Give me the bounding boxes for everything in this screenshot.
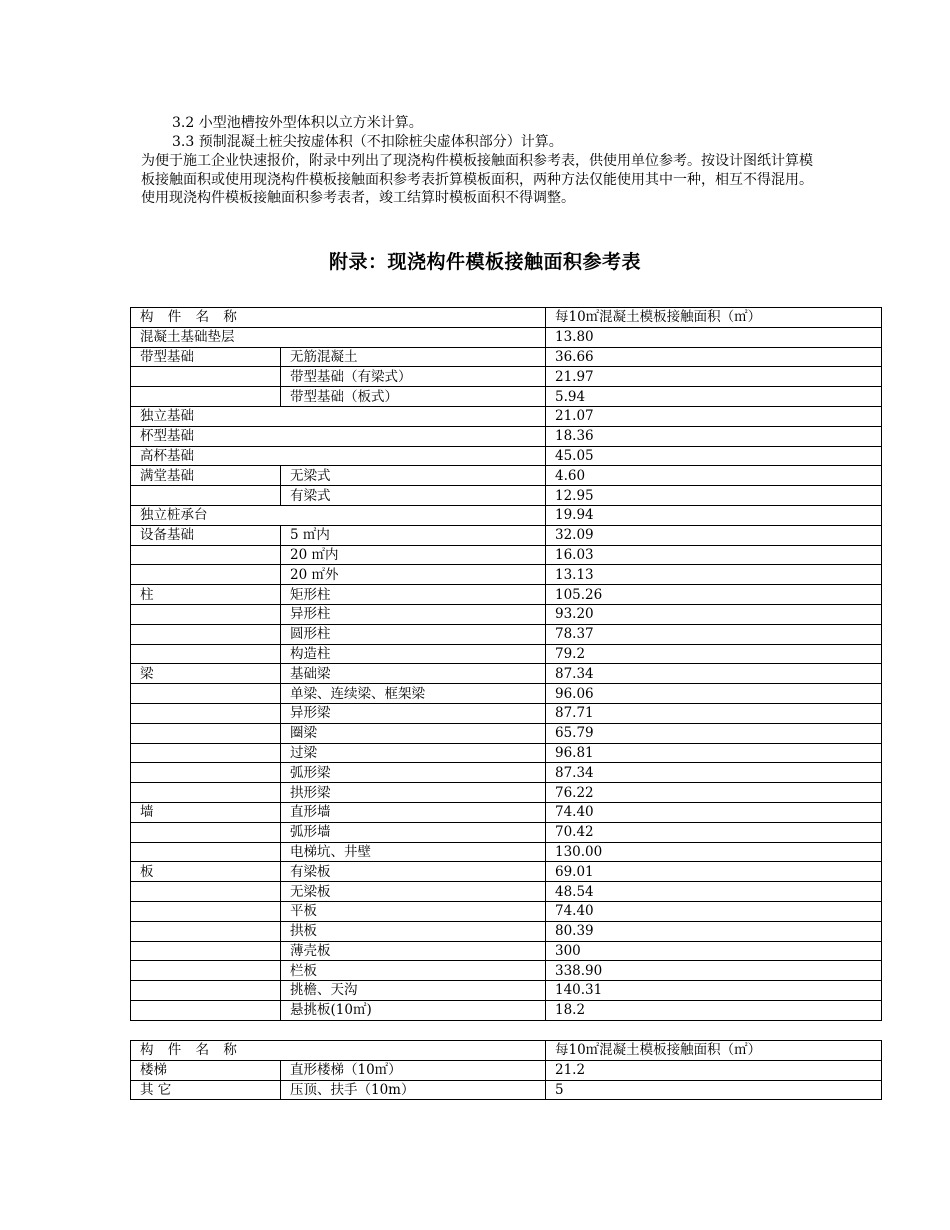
cell-subtype: 直形楼梯（10㎡） (281, 1060, 546, 1080)
cell-category (131, 1000, 281, 1020)
cell-contact-area: 5 (546, 1080, 882, 1100)
table-row (131, 446, 882, 466)
cell-subtype: 拱形梁 (281, 783, 546, 803)
cell-component: 独立基础 (131, 406, 546, 426)
table-row (131, 842, 882, 862)
cell-contact-area: 130.00 (546, 842, 882, 862)
table-header-row (131, 1041, 882, 1061)
cell-contact-area: 105.26 (546, 585, 882, 605)
table-row (131, 783, 882, 803)
table-row (131, 1000, 882, 1020)
cell-component: 混凝土基础垫层 (131, 327, 546, 347)
cell-category (131, 703, 281, 723)
table-row (131, 1060, 882, 1080)
cell-contact-area: 74.40 (546, 901, 882, 921)
paragraph-3-2: 3.2 小型池槽按外型体积以立方米计算。 (172, 115, 423, 131)
cell-contact-area: 69.01 (546, 862, 882, 882)
cell-contact-area: 5.94 (546, 387, 882, 407)
cell-category: 柱 (131, 585, 281, 605)
cell-subtype: 带型基础（有梁式） (281, 367, 546, 387)
cell-category (131, 822, 281, 842)
table-row (131, 387, 882, 407)
cell-subtype: 栏板 (281, 961, 546, 981)
header-component-name: 构 件 名 称 (131, 308, 546, 328)
table-row (131, 604, 882, 624)
table-row (131, 565, 882, 585)
cell-component: 高杯基础 (131, 446, 546, 466)
table-row (131, 703, 882, 723)
cell-contact-area: 87.71 (546, 703, 882, 723)
table-row (131, 981, 882, 1001)
cell-contact-area: 45.05 (546, 446, 882, 466)
table-row (131, 406, 882, 426)
cell-subtype: 异形柱 (281, 604, 546, 624)
cell-component: 杯型基础 (131, 426, 546, 446)
table-row (131, 921, 882, 941)
header-component-name: 构 件 名 称 (131, 1041, 546, 1061)
cell-contact-area: 21.07 (546, 406, 882, 426)
cell-subtype: 弧形墙 (281, 822, 546, 842)
cell-subtype: 5 ㎡内 (281, 525, 546, 545)
cell-contact-area: 48.54 (546, 882, 882, 902)
table-row (131, 901, 882, 921)
cell-subtype: 拱板 (281, 921, 546, 941)
cell-contact-area: 16.03 (546, 545, 882, 565)
cell-subtype: 有梁板 (281, 862, 546, 882)
cell-contact-area: 300 (546, 941, 882, 961)
table-row (131, 684, 882, 704)
table-row (131, 882, 882, 902)
cell-subtype: 挑檐、天沟 (281, 981, 546, 1001)
table-row (131, 1080, 882, 1100)
table-row (131, 664, 882, 684)
cell-category (131, 367, 281, 387)
cell-subtype: 薄壳板 (281, 941, 546, 961)
cell-category: 板 (131, 862, 281, 882)
cell-subtype: 基础梁 (281, 664, 546, 684)
table-row (131, 426, 882, 446)
table-row (131, 763, 882, 783)
cell-contact-area: 13.80 (546, 327, 882, 347)
table-row (131, 327, 882, 347)
cell-contact-area: 338.90 (546, 961, 882, 981)
table-row (131, 486, 882, 506)
cell-subtype: 带型基础（板式） (281, 387, 546, 407)
cell-category: 梁 (131, 664, 281, 684)
cell-contact-area: 12.95 (546, 486, 882, 506)
cell-category (131, 684, 281, 704)
cell-subtype: 圈梁 (281, 723, 546, 743)
cell-subtype: 构造柱 (281, 644, 546, 664)
cell-subtype: 20 ㎡外 (281, 565, 546, 585)
table-row (131, 723, 882, 743)
cell-contact-area: 32.09 (546, 525, 882, 545)
cell-category (131, 387, 281, 407)
cell-subtype: 弧形梁 (281, 763, 546, 783)
cell-category (131, 783, 281, 803)
table-row (131, 585, 882, 605)
cell-subtype: 悬挑板(10㎡) (281, 1000, 546, 1020)
table-row (131, 466, 882, 486)
table-row (131, 505, 882, 525)
cell-category (131, 901, 281, 921)
table-row (131, 367, 882, 387)
cell-subtype: 圆形柱 (281, 624, 546, 644)
cell-contact-area: 78.37 (546, 624, 882, 644)
cell-category: 楼梯 (131, 1060, 281, 1080)
table-header-row (131, 308, 882, 328)
cell-contact-area: 79.2 (546, 644, 882, 664)
cell-category (131, 921, 281, 941)
cell-category (131, 981, 281, 1001)
appendix-title: 附录：现浇构件模板接触面积参考表 (328, 251, 641, 273)
cell-subtype: 无梁板 (281, 882, 546, 902)
table-row (131, 802, 882, 822)
formwork-table-body (131, 308, 882, 1021)
cell-contact-area: 4.60 (546, 466, 882, 486)
cell-category (131, 763, 281, 783)
formwork-reference-table (130, 307, 882, 1021)
cell-subtype: 无筋混凝土 (281, 347, 546, 367)
cell-category (131, 723, 281, 743)
cell-subtype: 平板 (281, 901, 546, 921)
table-row (131, 961, 882, 981)
cell-subtype: 单梁、连续梁、框架梁 (281, 684, 546, 704)
cell-contact-area: 76.22 (546, 783, 882, 803)
cell-contact-area: 93.20 (546, 604, 882, 624)
cell-component: 独立桩承台 (131, 505, 546, 525)
table-row (131, 862, 882, 882)
cell-category (131, 941, 281, 961)
cell-category (131, 842, 281, 862)
cell-contact-area: 140.31 (546, 981, 882, 1001)
cell-contact-area: 80.39 (546, 921, 882, 941)
cell-contact-area: 19.94 (546, 505, 882, 525)
table-row (131, 347, 882, 367)
cell-contact-area: 13.13 (546, 565, 882, 585)
header-contact-area: 每10㎡混凝土模板接触面积（㎡） (546, 308, 882, 328)
cell-contact-area: 70.42 (546, 822, 882, 842)
cell-subtype: 电梯坑、井壁 (281, 842, 546, 862)
cell-category (131, 743, 281, 763)
table-row (131, 545, 882, 565)
cell-contact-area: 18.36 (546, 426, 882, 446)
cell-category (131, 604, 281, 624)
cell-category (131, 882, 281, 902)
table-row (131, 525, 882, 545)
cell-category: 墙 (131, 802, 281, 822)
cell-subtype: 过梁 (281, 743, 546, 763)
table-row (131, 822, 882, 842)
paragraph-note: 为便于施工企业快速报价，附录中列出了现浇构件模板接触面积参考表，供使用单位参考。按设计图纸计算模板接触面积或使用现浇构件模板接触面积参考表折算模板面积，两种方法仅能使用其中一种，相互不得混用。使用现浇构件模板接触面积参考表者，竣工结算时模板面积不得调整。 (141, 153, 813, 206)
cell-contact-area: 96.06 (546, 684, 882, 704)
cell-category: 带型基础 (131, 347, 281, 367)
header-contact-area: 每10㎡混凝土模板接触面积（㎡） (546, 1041, 882, 1061)
table-row (131, 644, 882, 664)
cell-category: 满堂基础 (131, 466, 281, 486)
cell-contact-area: 18.2 (546, 1000, 882, 1020)
cell-category (131, 545, 281, 565)
cell-category (131, 644, 281, 664)
stairs-table-body (131, 1041, 882, 1100)
cell-contact-area: 21.2 (546, 1060, 882, 1080)
cell-subtype: 矩形柱 (281, 585, 546, 605)
cell-category (131, 961, 281, 981)
cell-contact-area: 96.81 (546, 743, 882, 763)
table-row (131, 941, 882, 961)
paragraph-3-3: 3.3 预制混凝土桩尖按虚体积（不扣除桩尖虚体积部分）计算。 (172, 134, 563, 150)
cell-subtype: 无梁式 (281, 466, 546, 486)
cell-contact-area: 87.34 (546, 763, 882, 783)
table-row (131, 743, 882, 763)
cell-subtype: 压顶、扶手（10m） (281, 1080, 546, 1100)
cell-category (131, 486, 281, 506)
cell-subtype: 有梁式 (281, 486, 546, 506)
cell-subtype: 20 ㎡内 (281, 545, 546, 565)
cell-subtype: 直形墙 (281, 802, 546, 822)
stairs-reference-table (130, 1040, 882, 1100)
cell-contact-area: 21.97 (546, 367, 882, 387)
cell-contact-area: 65.79 (546, 723, 882, 743)
table-row (131, 624, 882, 644)
cell-category (131, 624, 281, 644)
cell-category: 设备基础 (131, 525, 281, 545)
cell-category (131, 565, 281, 585)
cell-contact-area: 74.40 (546, 802, 882, 822)
cell-category: 其 它 (131, 1080, 281, 1100)
cell-subtype: 异形梁 (281, 703, 546, 723)
cell-contact-area: 36.66 (546, 347, 882, 367)
cell-contact-area: 87.34 (546, 664, 882, 684)
